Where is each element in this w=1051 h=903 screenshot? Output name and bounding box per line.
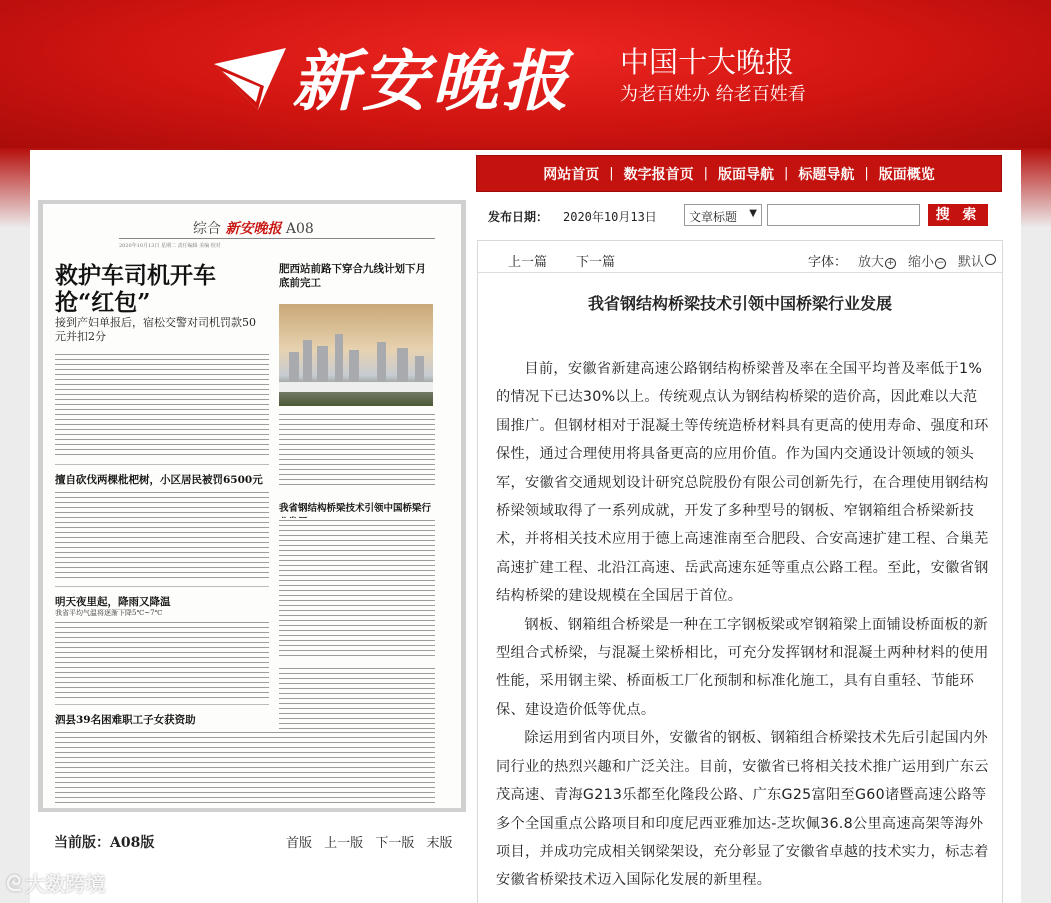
paper-text-block bbox=[279, 412, 435, 488]
article-paragraph: 钢板、钢箱组合桥梁是一种在工字钢板梁或窄钢箱梁上面铺设桥面板的新型组合式桥梁，与混凝土梁桥相比，可充分发挥钢材和混凝土两种材料的使用性能，采用钢主梁、桥面板工厂化预制和标准化施工，具有自重轻、节能环保、建设造价低等优点。 bbox=[496, 616, 989, 718]
newspaper-page[interactable] bbox=[43, 204, 461, 808]
paper-story-headline[interactable]: 明天夜里起，降雨又降温 bbox=[55, 596, 171, 608]
watermark-logo-icon: ᘓ bbox=[6, 872, 22, 897]
paper-masthead: 综合 新安晚报 A08 bbox=[193, 221, 314, 237]
paper-divider bbox=[55, 704, 269, 705]
paper-story-headline[interactable]: 我省钢结构桥梁技术引领中国桥梁行 bbox=[279, 503, 432, 514]
search-type-value: 文章标题 bbox=[689, 210, 738, 224]
current-page-value: A08版 bbox=[110, 835, 155, 851]
nav-separator: | bbox=[864, 166, 869, 181]
logo-text[interactable]: 新安晚报 bbox=[292, 42, 572, 120]
current-page-label: 当前版：A08版 bbox=[54, 835, 155, 851]
paper-text-block bbox=[55, 730, 435, 806]
search-type-select[interactable] bbox=[684, 204, 762, 226]
paper-photo-headline[interactable]: 肥西站前路下穿合九线计划下月底前完工 bbox=[279, 263, 426, 289]
date-label: 发布日期： bbox=[488, 210, 549, 224]
nav-title-navigation[interactable]: 标题导航 bbox=[798, 166, 855, 183]
minus-circle-icon: − bbox=[936, 258, 945, 268]
nav-page-navigation[interactable]: 版面导航 bbox=[718, 166, 774, 183]
nav-epaper-home[interactable]: 数字报首页 bbox=[623, 166, 694, 183]
page-nav-first[interactable]: 首版 bbox=[286, 836, 313, 851]
article-body bbox=[496, 355, 990, 895]
paper-subhead: 接到产妇单报后，宿松交警对司机罚款50元并扣2分 bbox=[55, 316, 256, 343]
article-paragraph: 目前，安徽省新建高速公路钢结构桥梁普及率在全国平均普及率低于1%的情况下已达30%以上。传统观点认为钢结构桥梁的造价高，因此难以大范围推广。但钢材相对于混凝土等传统造桥材料具有更高的使用寿命、强度和环保性，通过合理使用将具备更高的应用价值。作为国内交通设计领域的领头军，安徽省交通规划设计研究总院股份有限公司创新先行，在合理使用钢结构桥梁领域取得了一系列成就，开发了多种型号的钢板、窄钢箱组合桥梁新技术，并将相关技术应用于德上高速淮南至合肥段、合安高速扩建工程、合巢芜高速扩建工程、北沿江高速、岳武高速东延等重点公路工程。至此，安徽省钢结构桥梁的建设规模在全国居于首位。 bbox=[496, 361, 989, 605]
paper-text-block bbox=[55, 490, 269, 582]
nav-page-overview[interactable]: 版面概览 bbox=[878, 166, 935, 183]
search-input[interactable] bbox=[767, 204, 920, 226]
paper-text-block bbox=[55, 352, 269, 458]
main-panel bbox=[30, 150, 1021, 903]
main-nav bbox=[476, 155, 1002, 192]
newspaper-page-frame bbox=[38, 200, 466, 812]
paper-divider bbox=[55, 464, 269, 465]
next-article-link[interactable]: 下一篇 bbox=[576, 255, 616, 270]
paper-rule bbox=[119, 238, 435, 239]
page-nav-next[interactable]: 下一版 bbox=[375, 836, 415, 851]
chevron-down-icon: ▼ bbox=[749, 208, 757, 219]
search-row bbox=[488, 202, 1008, 228]
circle-icon bbox=[985, 254, 996, 265]
paper-notice-table bbox=[279, 666, 435, 730]
page-nav-prev[interactable]: 上一版 bbox=[324, 836, 364, 851]
paper-story-subhead: 我省平均气温将逐渐下降5℃~7℃ bbox=[55, 609, 163, 617]
logo-icon bbox=[212, 44, 288, 114]
paper-headline[interactable]: 救护车司机开车抢“红包” bbox=[55, 262, 216, 316]
article-paragraph: 除运用到省内项目外，安徽省的钢板、钢箱组合桥梁技术先后引起国内外同行业的热烈兴趣和广泛关注。目前，安徽省已将相关技术推广运用到广东云茂高速、青海G213乐都至化隆段公路、广东G25富阳至G60诸暨高速公路等多个全国重点公路项目和印度尼西亚雅加达-芝坎佩36.8公里高速高架等海外项目，并成功完成相关钢梁架设，充分彰显了安徽省卓越的技术实力，标志着安徽省桥梁技术迈入国际化发展的新里程。 bbox=[496, 730, 989, 889]
slogan-main: 中国十大晚报 bbox=[620, 45, 795, 79]
font-bigger-button[interactable]: 放大 + bbox=[858, 255, 895, 270]
search-button[interactable]: 搜 索 bbox=[928, 204, 988, 226]
nav-separator: | bbox=[703, 166, 708, 181]
paper-story-headline[interactable]: 泗县39名困难职工子女获资助 bbox=[55, 714, 196, 726]
prev-article-link[interactable]: 上一篇 bbox=[508, 255, 548, 270]
watermark: ᘓ 大数跨境 bbox=[6, 872, 106, 897]
plus-circle-icon: + bbox=[886, 258, 895, 268]
article-toolbar bbox=[478, 241, 1002, 273]
site-header bbox=[0, 0, 1051, 148]
paper-text-block bbox=[279, 518, 435, 660]
font-size-label: 字体： bbox=[808, 255, 848, 270]
paper-meta: 2020年10月13日 星期二 责任编辑 美编 校对 bbox=[119, 243, 221, 249]
paper-photo bbox=[279, 304, 433, 406]
nav-home[interactable]: 网站首页 bbox=[543, 166, 600, 183]
font-smaller-button[interactable]: 缩小 − bbox=[908, 255, 945, 270]
paper-story-headline[interactable]: 擅自砍伐两棵枇杷树，小区居民被罚6500元 bbox=[55, 474, 263, 486]
paper-text-block bbox=[55, 620, 269, 700]
nav-separator: | bbox=[609, 166, 614, 181]
date-value[interactable]: 2020年10月13日 bbox=[563, 210, 657, 224]
article-title: 我省钢结构桥梁技术引领中国桥梁行业发展 bbox=[587, 294, 892, 313]
nav-separator: | bbox=[784, 166, 789, 181]
slogan-sub: 为老百姓办 给老百姓看 bbox=[620, 84, 806, 105]
page-nav bbox=[286, 832, 460, 851]
font-default-button[interactable]: 默认 bbox=[958, 251, 996, 270]
paper-divider bbox=[55, 586, 269, 587]
page-nav-last[interactable]: 末版 bbox=[426, 836, 453, 851]
article-container bbox=[477, 240, 1003, 903]
